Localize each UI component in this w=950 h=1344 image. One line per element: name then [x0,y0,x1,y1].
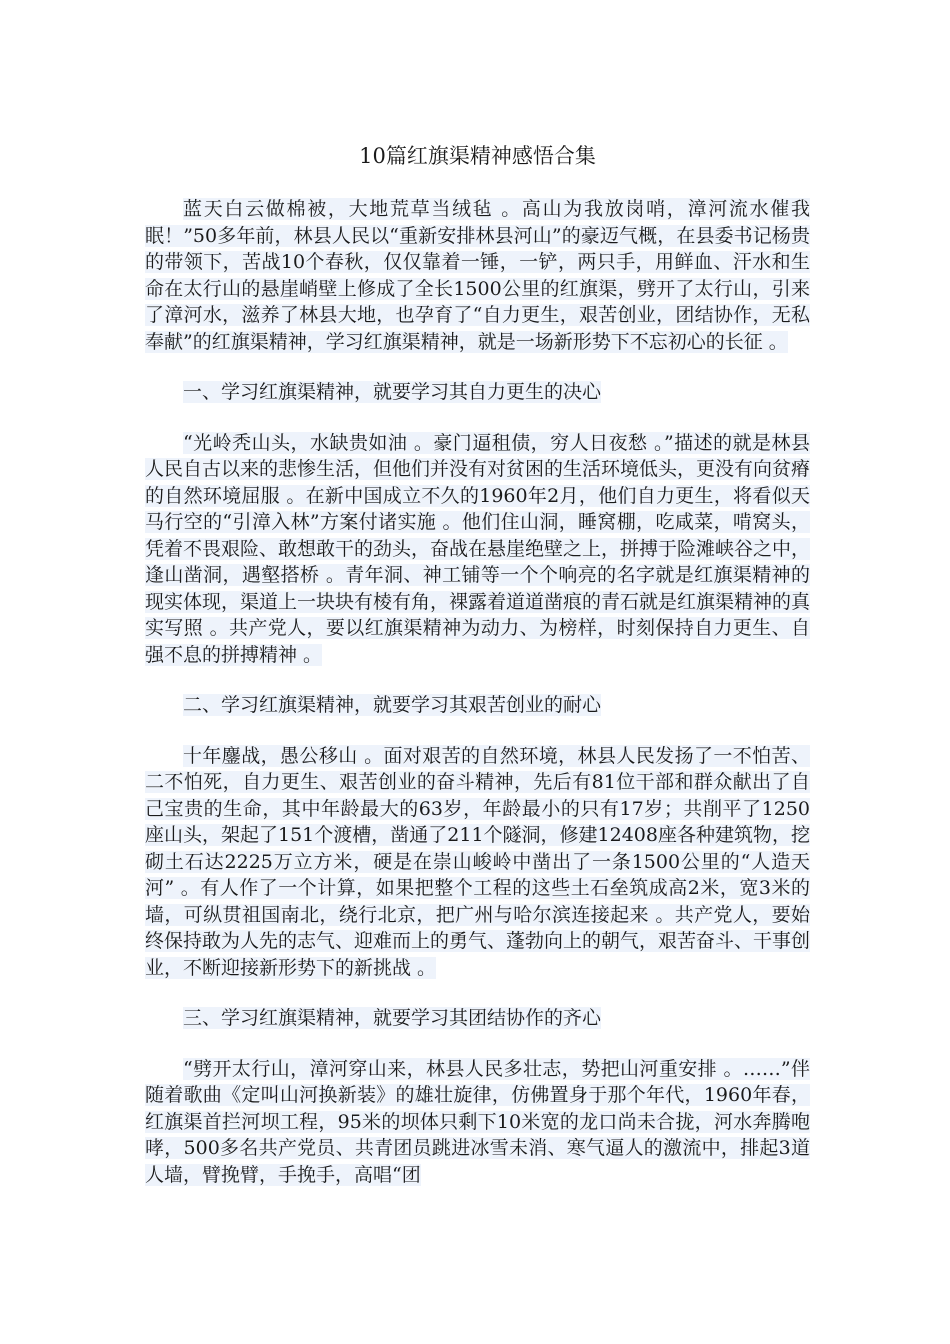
document-page [145,140,810,1212]
section-3-body: “劈开太行山，漳河穿山来，林县人民多壮志，势把山河重安排 。……”伴随着歌曲《定叫山河换新装》的雄壮旋律，仿佛置身于那个年代，1960年春，红旗渠首拦河坝工程，95米的坝体只剩下10米宽的龙口尚未合拢，河水奔腾咆哮，500多名共产党员、共青团员跳进冰雪未消、寒气逼人的激流中，排起3道人墙，臂挽臂，手挽手，高唱“团 [145,1057,810,1186]
intro-paragraph [145,196,810,355]
section-1-heading: 一、学习红旗渠精神，就要学习其自力更生的决心 [183,381,602,403]
section-3-heading: 三、学习红旗渠精神，就要学习其团结协作的齐心 [183,1007,602,1029]
document-title: 10篇红旗渠精神感悟合集 [359,144,596,168]
section-2-heading: 二、学习红旗渠精神，就要学习其艰苦创业的耐心 [183,694,602,716]
section-2-body: 十年鏖战，愚公移山 。面对艰苦的自然环境，林县人民发扬了一不怕苦、二不怕死，自力更生、艰苦创业的奋斗精神，先后有81位干部和群众献出了自己宝贵的生命，其中年龄最大的63岁，年龄最小的只有17岁；共削平了1250座山头，架起了151个渡槽，凿通了211个隧洞，修建12408座各种建筑物，挖砌土石达2225万立方米，硬是在崇山峻岭中凿出了一条1500公里的“人造天河” 。有人作了一个计算，如果把整个工程的这些土石垒筑成高2米，宽3米的墙，可纵贯祖国南北，绕行北京，把广州与哈尔滨连接起来 。共产党人，要始终保持敢为人先的志气、迎难而上的勇气、蓬勃向上的朝气，艰苦奋斗、干事创业，不断迎接新形势下的新挑战 。 [145,744,811,979]
section-1-body: “光岭秃山头，水缺贵如油 。豪门逼租债，穷人日夜愁 。”描述的就是林县人民自古以来的悲惨生活，但他们并没有对贫困的生活环境低头，更没有向贫瘠的自然环境屈服 。在新中国成立不久的1960年2月，他们自力更生，将看似天马行空的“引漳入林”方案付诸实施 。他们住山洞，睡窝棚，吃咸菜，啃窝头，凭着不畏艰险、敢想敢干的劲头，奋战在悬崖绝壁之上，拼搏于险滩峡谷之中，逢山凿洞，遇壑搭桥 。青年洞、神工铺等一个个响亮的名字就是红旗渠精神的现实体现，渠道上一块块有棱有角，裸露着道道凿痕的青石就是红旗渠精神的真实写照 。共产党人，要以红旗渠精神为动力、为榜样，时刻保持自力更生、自强不息的拼搏精神 。 [145,431,811,666]
intro-text: 蓝天白云做棉被，大地荒草当绒毡 。高山为我放岗哨，漳河流水催我眠！”50多年前，林县人民以“重新安排林县河山”的豪迈气概，在县委书记杨贵的带领下，苦战10个春秋，仅仅靠着一锤，一铲，两只手，用鲜血、汗水和生命在太行山的悬崖峭壁上修成了全长1500公里的红旗渠，劈开了太行山，引来了漳河水，滋养了林县大地，也孕育了“自力更生，艰苦创业，团结协作，无私奉献”的红旗渠精神，学习红旗渠精神，就是一场新形势下不忘初心的长征 。 [145,198,810,353]
